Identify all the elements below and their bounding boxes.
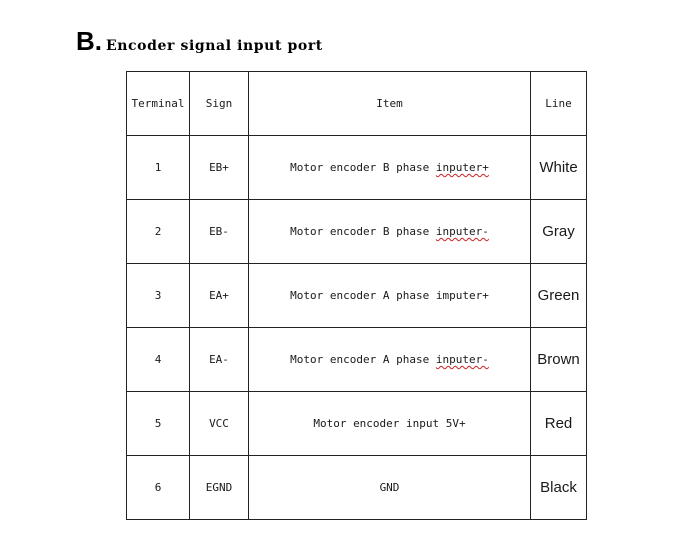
section-heading (76, 26, 323, 56)
line-color-cell: Brown (531, 328, 587, 392)
sign-cell: EB+ (190, 136, 249, 200)
line-color-cell: Red (531, 392, 587, 456)
table-row (127, 456, 587, 520)
header-line: Line (531, 72, 587, 136)
sign-cell: EA- (190, 328, 249, 392)
terminal-cell: 4 (127, 328, 190, 392)
line-color-cell: White (531, 136, 587, 200)
item-text: Motor encoder B phase (290, 161, 436, 174)
item-cell (249, 264, 531, 328)
table-row (127, 392, 587, 456)
line-color-cell: Green (531, 264, 587, 328)
header-sign: Sign (190, 72, 249, 136)
item-cell (249, 136, 531, 200)
header-terminal: Terminal (127, 72, 190, 136)
encoder-signal-table (126, 71, 587, 520)
terminal-cell: 5 (127, 392, 190, 456)
table-row (127, 328, 587, 392)
line-color-cell: Gray (531, 200, 587, 264)
item-text: Motor encoder A phase (290, 353, 436, 366)
header-item: Item (249, 72, 531, 136)
item-text: Motor encoder A phase imputer+ (290, 289, 489, 302)
section-letter: B. (76, 26, 102, 56)
sign-cell: EA+ (190, 264, 249, 328)
item-cell (249, 200, 531, 264)
item-flagged-word: inputer- (435, 225, 489, 238)
terminal-cell: 3 (127, 264, 190, 328)
item-text: Motor encoder input 5V+ (313, 417, 466, 430)
item-cell (249, 456, 531, 520)
item-flagged-word: inputer- (435, 353, 489, 366)
item-cell (249, 392, 531, 456)
section-title: Encoder signal input port (106, 38, 323, 54)
table-header-row (127, 72, 587, 136)
table-row (127, 200, 587, 264)
sign-cell: EGND (190, 456, 249, 520)
sign-cell: VCC (190, 392, 249, 456)
table-row (127, 264, 587, 328)
line-color-cell: Black (531, 456, 587, 520)
terminal-cell: 6 (127, 456, 190, 520)
terminal-cell: 1 (127, 136, 190, 200)
item-text: Motor encoder B phase (290, 225, 436, 238)
item-flagged-word: inputer+ (435, 161, 489, 174)
sign-cell: EB- (190, 200, 249, 264)
terminal-cell: 2 (127, 200, 190, 264)
item-text: GND (379, 481, 400, 494)
table-row (127, 136, 587, 200)
item-cell (249, 328, 531, 392)
